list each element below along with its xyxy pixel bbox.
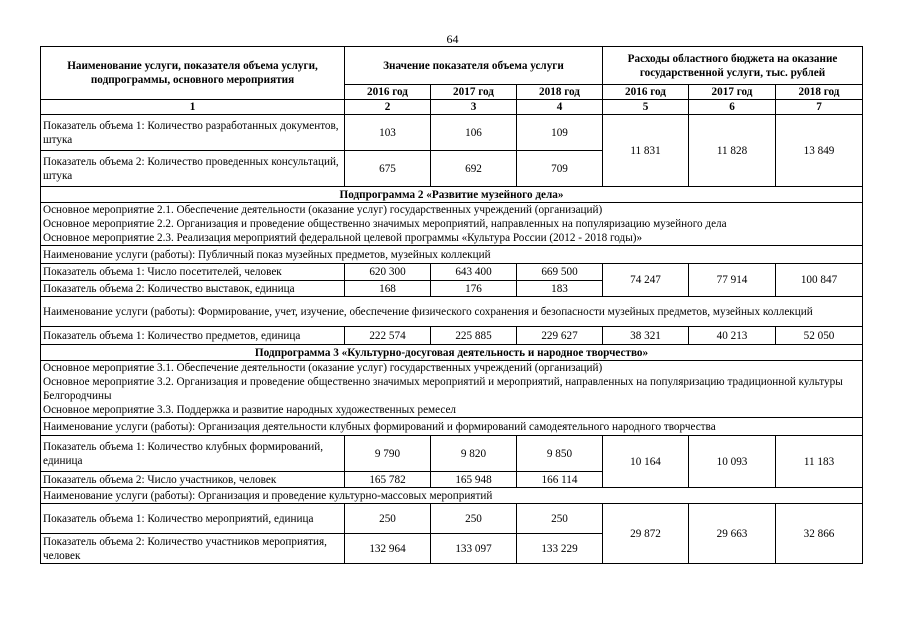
year-cell: 2018 год bbox=[517, 85, 603, 100]
value-cell: 133 097 bbox=[431, 534, 517, 564]
service-name: Наименование услуги (работы): Публичный показ музейных предметов, музейных коллекций bbox=[41, 246, 863, 264]
year-cell: 2017 год bbox=[431, 85, 517, 100]
cost-cell: 38 321 bbox=[603, 327, 689, 345]
indicator-name: Показатель объема 1: Число посетителей, человек bbox=[41, 264, 345, 281]
service-name: Наименование услуги (работы): Формирование, учет, изучение, обеспечение физического сохранения и безопасности музейных предметов, музейных коллекций bbox=[41, 297, 863, 327]
value-cell: 709 bbox=[517, 151, 603, 187]
value-cell: 109 bbox=[517, 115, 603, 151]
indicator-name: Показатель объема 1: Количество разработанных документов, штука bbox=[41, 115, 345, 151]
header-row bbox=[41, 47, 863, 85]
column-number: 3 bbox=[431, 100, 517, 115]
value-cell: 669 500 bbox=[517, 264, 603, 281]
value-cell: 225 885 bbox=[431, 327, 517, 345]
value-cell: 229 627 bbox=[517, 327, 603, 345]
service-row bbox=[41, 488, 863, 504]
table-row bbox=[41, 115, 863, 151]
indicator-name: Показатель объема 1: Количество мероприятий, единица bbox=[41, 504, 345, 534]
value-cell: 133 229 bbox=[517, 534, 603, 564]
value-cell: 250 bbox=[345, 504, 431, 534]
cost-cell: 11 828 bbox=[689, 115, 776, 187]
service-name: Наименование услуги (работы): Организация и проведение культурно-массовых мероприятий bbox=[41, 488, 863, 504]
cost-cell: 100 847 bbox=[776, 264, 863, 297]
indicator-name: Показатель объема 2: Количество проведенных консультаций, штука bbox=[41, 151, 345, 187]
service-name: Наименование услуги (работы): Организация деятельности клубных формирований и формирований самодеятельного народного творчества bbox=[41, 418, 863, 436]
value-cell: 176 bbox=[431, 281, 517, 297]
value-cell: 222 574 bbox=[345, 327, 431, 345]
indicator-name: Показатель объема 1: Количество предметов, единица bbox=[41, 327, 345, 345]
value-cell: 9 820 bbox=[431, 436, 517, 472]
header-name-cell: Наименование услуги, показателя объема услуги, подпрограммы, основного мероприятия bbox=[41, 47, 345, 100]
year-cell: 2016 год bbox=[345, 85, 431, 100]
cost-cell: 11 831 bbox=[603, 115, 689, 187]
subprogram-row bbox=[41, 187, 863, 203]
event-2-2: Основное мероприятие 2.2. Организация и проведение общественно значимых мероприятий, направленных на популяризацию музейного дела bbox=[43, 218, 727, 230]
year-cell: 2017 год bbox=[689, 85, 776, 100]
year-cell: 2018 год bbox=[776, 85, 863, 100]
subprogram-row bbox=[41, 345, 863, 361]
subprogram-2-title: Подпрограмма 2 «Развитие музейного дела» bbox=[41, 187, 863, 203]
cost-cell: 52 050 bbox=[776, 327, 863, 345]
cost-cell: 74 247 bbox=[603, 264, 689, 297]
value-cell: 165 948 bbox=[431, 472, 517, 488]
value-cell: 250 bbox=[517, 504, 603, 534]
events-row bbox=[41, 361, 863, 418]
cost-cell: 13 849 bbox=[776, 115, 863, 187]
cost-cell: 29 872 bbox=[603, 504, 689, 564]
column-number: 6 bbox=[689, 100, 776, 115]
value-cell: 103 bbox=[345, 115, 431, 151]
value-cell: 168 bbox=[345, 281, 431, 297]
column-number: 4 bbox=[517, 100, 603, 115]
table-row bbox=[41, 436, 863, 472]
value-cell: 183 bbox=[517, 281, 603, 297]
events-row bbox=[41, 203, 863, 246]
events-cell bbox=[41, 203, 863, 246]
header-cost-cell: Расходы областного бюджета на оказание государственной услуги, тыс. рублей bbox=[603, 47, 863, 85]
column-number: 1 bbox=[41, 100, 345, 115]
value-cell: 165 782 bbox=[345, 472, 431, 488]
cost-cell: 29 663 bbox=[689, 504, 776, 564]
indicator-name: Показатель объема 2: Число участников, человек bbox=[41, 472, 345, 488]
value-cell: 620 300 bbox=[345, 264, 431, 281]
value-cell: 132 964 bbox=[345, 534, 431, 564]
cost-cell: 40 213 bbox=[689, 327, 776, 345]
value-cell: 106 bbox=[431, 115, 517, 151]
events-cell bbox=[41, 361, 863, 418]
cost-cell: 32 866 bbox=[776, 504, 863, 564]
subprogram-3-title: Подпрограмма 3 «Культурно-досуговая деятельность и народное творчество» bbox=[41, 345, 863, 361]
value-cell: 675 bbox=[345, 151, 431, 187]
page-number: 64 bbox=[446, 32, 459, 46]
cost-cell: 10 164 bbox=[603, 436, 689, 488]
table-row bbox=[41, 504, 863, 534]
cost-cell: 11 183 bbox=[776, 436, 863, 488]
event-2-3: Основное мероприятие 2.3. Реализация мероприятий федеральной целевой программы «Культура России (2012 - 2018 годы)» bbox=[43, 232, 643, 244]
column-number: 5 bbox=[603, 100, 689, 115]
value-cell: 250 bbox=[431, 504, 517, 534]
event-3-3: Основное мероприятие 3.3. Поддержка и развитие народных художественных ремесел bbox=[43, 404, 457, 416]
service-row bbox=[41, 246, 863, 264]
year-cell: 2016 год bbox=[603, 85, 689, 100]
table-row bbox=[41, 264, 863, 281]
header-value-cell: Значение показателя объема услуги bbox=[345, 47, 603, 85]
value-cell: 166 114 bbox=[517, 472, 603, 488]
services-table bbox=[40, 46, 863, 564]
event-3-2: Основное мероприятие 3.2. Организация и проведение общественно значимых мероприятий и мероприятий, направленных на популяризацию традиционной культуры Белгородчины bbox=[43, 376, 843, 402]
column-number: 2 bbox=[345, 100, 431, 115]
value-cell: 9 850 bbox=[517, 436, 603, 472]
event-2-1: Основное мероприятие 2.1. Обеспечение деятельности (оказание услуг) государственных учреждений (организаций) bbox=[43, 204, 603, 216]
value-cell: 9 790 bbox=[345, 436, 431, 472]
cost-cell: 10 093 bbox=[689, 436, 776, 488]
indicator-name: Показатель объема 1: Количество клубных формирований, единица bbox=[41, 436, 345, 472]
service-row bbox=[41, 418, 863, 436]
event-3-1: Основное мероприятие 3.1. Обеспечение деятельности (оказание услуг) государственных учреждений (организаций) bbox=[43, 362, 603, 374]
indicator-name: Показатель объема 2: Количество участников мероприятия, человек bbox=[41, 534, 345, 564]
column-numbers-row bbox=[41, 100, 863, 115]
column-number: 7 bbox=[776, 100, 863, 115]
table-row bbox=[41, 327, 863, 345]
indicator-name: Показатель объема 2: Количество выставок, единица bbox=[41, 281, 345, 297]
value-cell: 692 bbox=[431, 151, 517, 187]
service-row bbox=[41, 297, 863, 327]
cost-cell: 77 914 bbox=[689, 264, 776, 297]
value-cell: 643 400 bbox=[431, 264, 517, 281]
